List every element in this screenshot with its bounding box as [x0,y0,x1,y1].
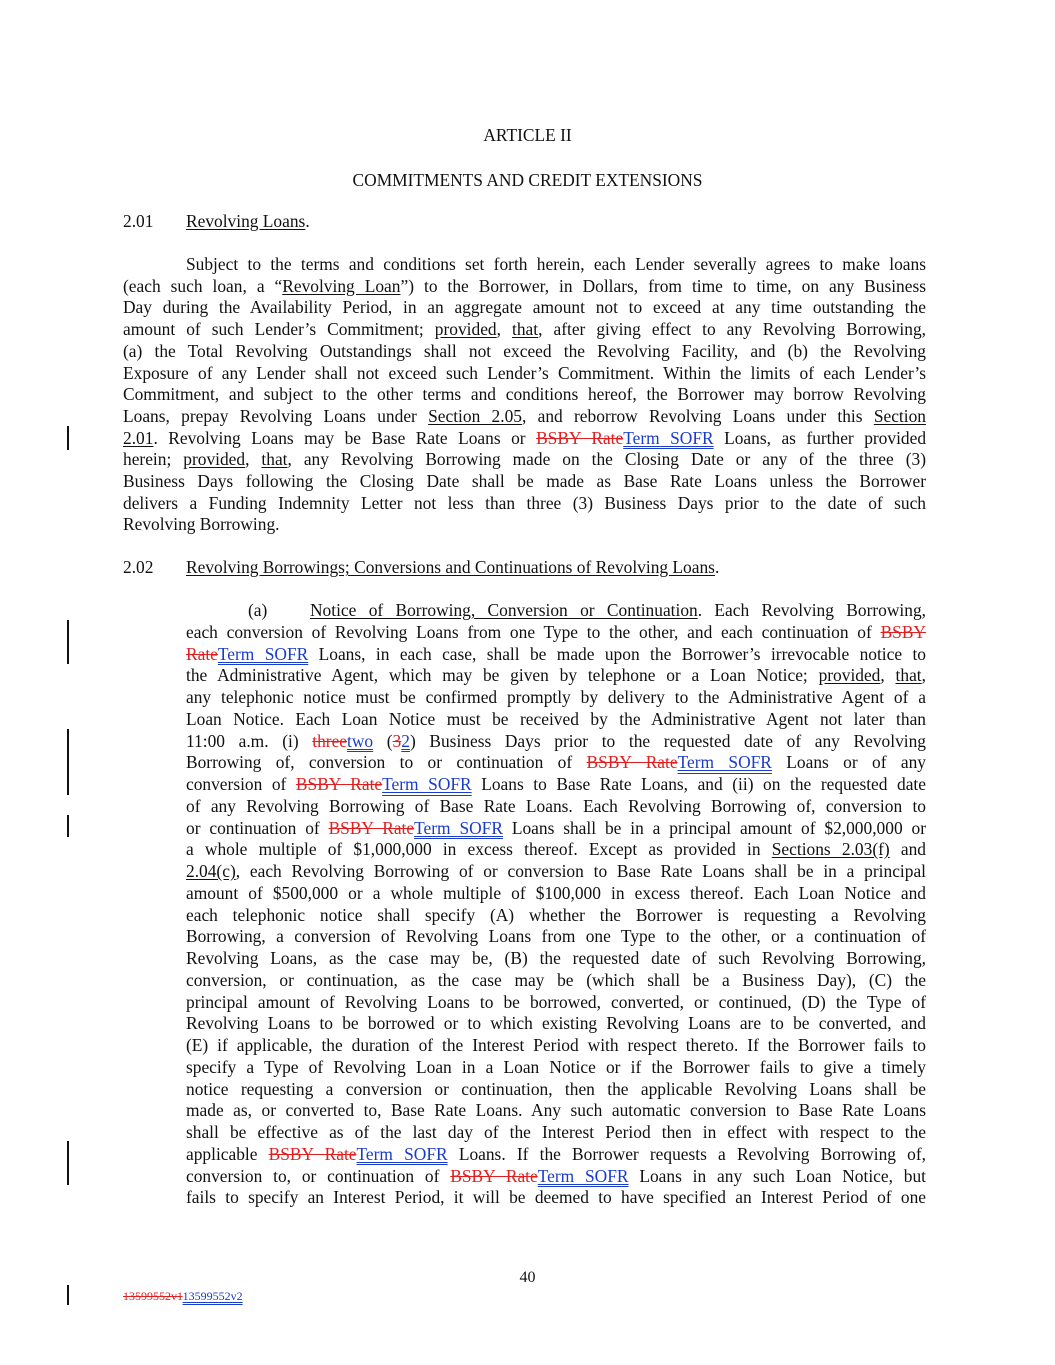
section-2-01-number: 2.01 [123,211,154,231]
text-run: Day during the Availability Period, in an aggregate amount not to exceed at any time outstanding the [123,297,926,318]
inserted-text: Term SOFR [356,1143,448,1164]
text-run: , [921,665,926,686]
inserted-text: Term SOFR [217,643,309,664]
text-run: Borrowing, a conversion of Revolving Loans from one Type to the other, or a continuation of [186,926,926,947]
body-line [186,1187,926,1209]
text-run: specify a Type of Revolving Loan in a Loan Notice or if the Borrower fails to give a timely [186,1056,926,1077]
body-line [186,926,926,948]
subsection-label-a: (a) [248,600,268,620]
body-line [186,818,926,840]
underlined-term: Revolving Loan [282,275,401,296]
inserted-text: 2 [401,730,410,751]
text-run: Loans to Base Rate Loans, and (ii) on the requested date [471,774,926,794]
body-line [186,687,926,709]
text-run: ) Business Days prior to the requested date of any Revolving [409,730,926,751]
deleted-text: Rate [186,643,218,664]
change-bar [67,426,69,450]
text-run: , and reborrow Revolving Loans under this [521,405,874,426]
deleted-text: three [312,730,348,751]
body-line [123,406,926,428]
body-line [186,709,926,731]
body-line [186,644,926,666]
deleted-text: BSBY Rate [268,1143,357,1164]
page-number: 40 [519,1269,536,1286]
text-run: each telephonic notice shall specify (A) whether the Borrower is requesting a Revolving [186,904,926,925]
text-run: , each Revolving Borrowing of or conversion to Base Rate Loans shall be in a principal [235,861,926,881]
section-2-02-heading [186,557,719,579]
text-run: Exposure of any Lender shall not exceed such Lender’s Commitment. Within the limits of each Lender’s [123,362,926,383]
body-line [186,948,926,970]
body-line [186,254,926,276]
deleted-text: BSBY Rate [328,817,415,838]
text-run: Borrowing of, conversion to or continuation of [186,752,587,773]
body-line [186,665,926,687]
section-2-02-heading-text: Revolving Borrowings; Conversions and Continuations of Revolving Loans [186,557,715,577]
change-bar [67,1285,69,1305]
change-bar [67,729,69,795]
body-line [186,731,926,753]
body-line [123,319,926,341]
underlined-term: provided [434,319,497,340]
inserted-text: two [347,730,374,751]
text-run: Revolving Borrowing. [123,514,280,535]
inserted-text: Term SOFR [414,817,503,838]
inserted-text: Term SOFR [623,427,714,448]
inserted-text: Term SOFR [677,752,772,773]
text-run: notice requesting a conversion or continuation, then the applicable Revolving Loans shall be [186,1078,926,1099]
body-line [123,471,926,493]
text-run: Loans shall be in a principal amount of $2,000,000 or [502,817,927,838]
text-run: amount of such Lender’s Commitment; [123,319,435,340]
body-line [186,1079,926,1101]
text-run: , [880,665,896,686]
body-line [123,428,926,450]
deleted-text: BSBY Rate [536,427,624,448]
change-bar [67,620,69,664]
deleted-text: BSBY Rate [450,1165,538,1186]
document-id [123,1289,243,1304]
text-run: , after giving effect to any Revolving Borrowing, [538,319,927,340]
deleted-text: BSBY Rate [295,774,383,794]
underlined-term: 2.01 [123,427,154,448]
text-run: of any Revolving Borrowing of Base Rate Loans. Each Revolving Borrowing of, conversion to [186,795,926,816]
body-line [186,622,926,644]
body-line [186,1100,926,1122]
text-run: (a) the Total Revolving Outstandings shall not exceed the Revolving Facility, and (b) the Revolving [123,340,926,361]
text-run: Revolving Loans to be borrowed or to which existing Revolving Loans are to be converted, and [186,1013,926,1034]
underlined-term: Notice of Borrowing, Conversion or Continuation [310,600,698,620]
text-run: and [889,839,926,860]
section-2-01-heading-period: . [305,211,310,231]
body-line [186,883,926,905]
text-run: Loan Notice. Each Loan Notice must be received by the Administrative Agent not later than [186,708,926,729]
text-run: Revolving Loans, as the case may be, (B) the requested date of such Revolving Borrowing, [186,948,926,968]
section-2-02-heading-period: . [714,557,720,577]
text-run: Loans, prepay Revolving Loans under [123,405,429,426]
body-line [123,514,926,536]
text-run: any telephonic notice must be confirmed promptly by delivery to the Administrative Agent of a [186,687,926,707]
deleted-text: 3 [392,730,402,751]
body-line [186,1057,926,1079]
text-run: (each such loan, a “ [123,275,283,296]
text-run: fails to specify an Interest Period, it will be deemed to have specified an Interest Period of one [186,1187,926,1208]
body-line [186,970,926,992]
text-run: ”) to the Borrower, in Dollars, from time to time, on any Business [400,275,926,296]
text-run: conversion of [186,774,296,794]
underlined-term: that [895,665,922,686]
document-id-inserted: 13599552v2 [182,1289,243,1303]
underlined-term: Sections 2.03(f) [771,839,890,860]
body-line [186,752,926,774]
text-run: Loans, in each case, shall be made upon the Borrower’s irrevocable notice to [308,643,927,664]
text-run: conversion, or continuation, as the case may be (which shall be a Business Day), (C) the [186,969,926,990]
text-run: . Revolving Loans may be Base Rate Loans or [153,427,537,448]
text-run: applicable [186,1143,269,1164]
text-run: shall be effective as of the last day of the Interest Period then in effect with respect to the [186,1122,926,1142]
inserted-text: Term SOFR [537,1165,629,1186]
body-line [186,796,926,818]
text-run: herein; [123,449,184,470]
deleted-text: BSBY [880,621,926,642]
underlined-term: Section 2.05 [428,405,522,426]
document-id-deleted: 13599552v1 [123,1289,183,1303]
body-line [186,774,926,796]
text-run: ( [373,730,393,751]
text-run: . Each Revolving Borrowing, [697,600,926,620]
body-line [123,297,926,319]
body-line [186,839,926,861]
text-run: the Administrative Agent, which may be given by telephone or a Loan Notice; [186,665,819,686]
text-run: (E) if applicable, the duration of the Interest Period with respect thereto. If the Borrower fails to [186,1035,926,1055]
body-line [186,992,926,1014]
text-run: , any Revolving Borrowing made on the Closing Date or any of the three (3) [287,449,926,470]
inserted-text: Term SOFR [382,774,472,794]
underlined-term: provided [818,665,881,686]
underlined-term: that [512,319,539,340]
body-line [123,363,926,385]
body-line [123,449,926,471]
section-2-02-number: 2.02 [123,557,154,577]
text-run: a whole multiple of $1,000,000 in excess thereof. Except as provided in [186,839,772,860]
text-run: Loans, as further provided [713,427,927,448]
underlined-term: 2.04(c) [186,861,236,881]
article-number: ARTICLE II [483,125,572,145]
underlined-term: that [261,449,288,470]
section-2-01-heading-text: Revolving Loans [186,211,306,231]
text-run: Loans or of any [771,752,926,773]
body-line [123,493,926,515]
text-run: amount of $500,000 or a whole multiple of $100,000 in excess thereof. Each Loan Notice and [186,882,926,903]
change-bar [67,1141,69,1185]
body-line [186,1013,926,1035]
deleted-text: BSBY Rate [586,752,678,773]
change-bar [67,815,69,837]
text-run: Business Days following the Closing Date shall be made as Base Rate Loans unless the Borrower [123,471,926,491]
underlined-term: Section [873,405,926,426]
text-run: delivers a Funding Indemnity Letter not less than three (3) Business Days prior to the date of such [123,492,926,513]
text-run: principal amount of Revolving Loans to be borrowed, converted, or continued, (D) the Type of [186,991,926,1012]
text-run: Commitment, and subject to the other terms and conditions hereof, the Borrower may borrow Revolving [123,384,926,405]
section-2-01-heading [186,211,310,233]
text-run: Subject to the terms and conditions set forth herein, each Lender severally agrees to make loans [186,254,926,274]
body-line [123,276,926,298]
text-run: each conversion of Revolving Loans from one Type to the other, and each continuation of [186,621,881,642]
text-run: made as, or converted to, Base Rate Loans. Any such automatic conversion to Base Rate Loans [186,1100,926,1121]
article-title: COMMITMENTS AND CREDIT EXTENSIONS [352,170,703,190]
underlined-term: provided [183,449,246,470]
text-run: , [245,449,262,470]
body-line [123,384,926,406]
text-run: conversion to, or continuation of [186,1165,451,1186]
text-run: , [496,319,513,340]
body-line [186,861,926,883]
text-run: or continuation of [186,817,329,838]
body-line [310,600,926,622]
body-line [123,341,926,363]
body-line [186,905,926,927]
text-run: 11:00 a.m. (i) [186,730,313,751]
text-run: Loans. If the Borrower requests a Revolving Borrowing of, [447,1143,926,1164]
body-line [186,1166,926,1188]
text-run: Loans in any such Loan Notice, but [628,1165,926,1186]
body-line [186,1144,926,1166]
body-line [186,1035,926,1057]
body-line [186,1122,926,1144]
